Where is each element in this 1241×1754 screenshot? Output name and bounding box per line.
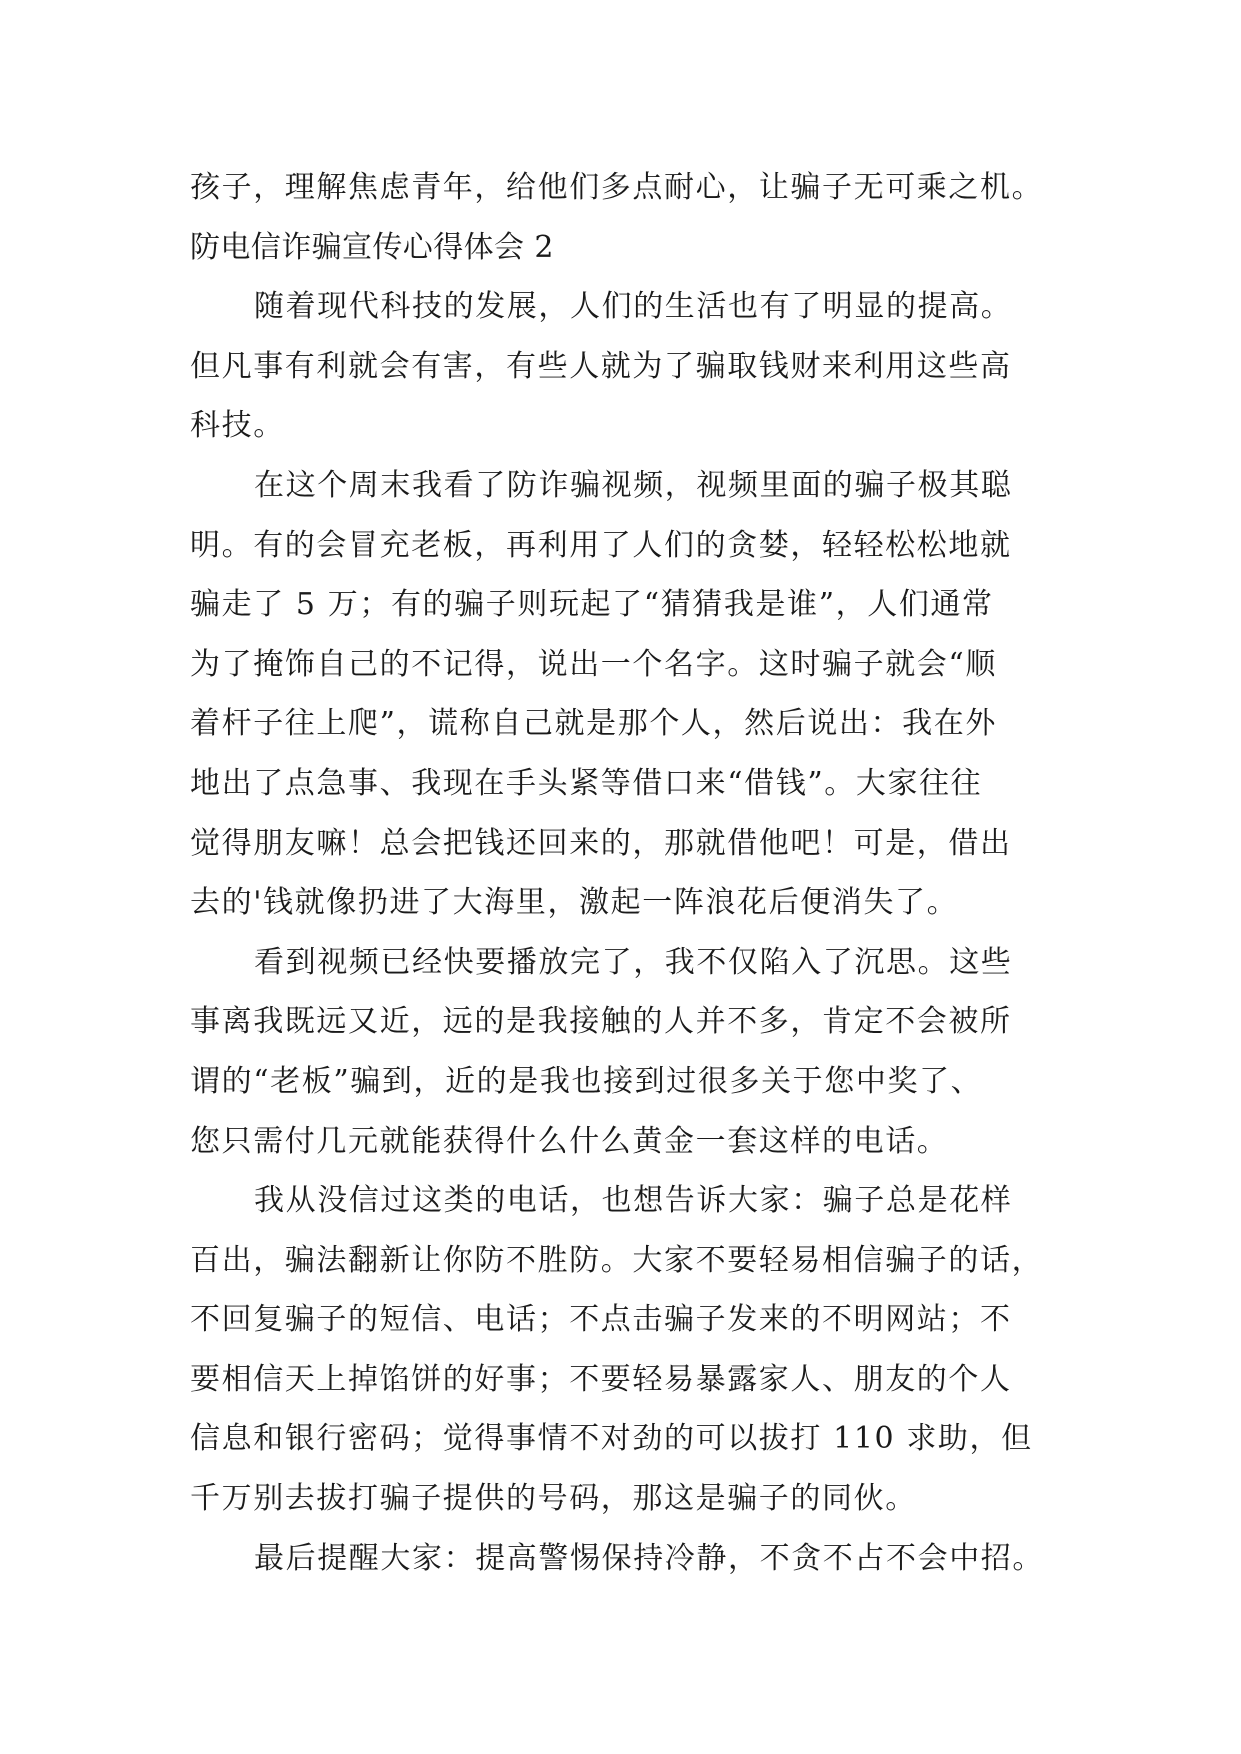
text-line: 骗走了 5 万；有的骗子则玩起了“猜猜我是谁”，人们通常 (190, 587, 994, 623)
text-line: 科技。 (190, 408, 285, 444)
text-line: 要相信天上掉馅饼的好事；不要轻易暴露家人、朋友的个人 (190, 1361, 1012, 1397)
text-line: 您只需付几元就能获得什么什么黄金一套这样的电话。 (190, 1123, 949, 1159)
text-line: 着杆子往上爬”，谎称自己就是那个人，然后说出：我在外 (190, 706, 997, 742)
paragraph-first-line: 在这个周末我看了防诈骗视频，视频里面的骗子极其聪 (254, 467, 1013, 503)
text-line: 不回复骗子的短信、电话；不点击骗子发来的不明网站；不 (190, 1302, 1012, 1338)
text-line: 觉得朋友嘛！总会把钱还回来的，那就借他吧！可是，借出 (190, 825, 1012, 861)
text-line: 千万别去拔打骗子提供的号码，那这是骗子的同伙。 (190, 1481, 917, 1517)
paragraph-first-line: 我从没信过这类的电话，也想告诉大家：骗子总是花样 (254, 1183, 1013, 1219)
paragraph-first-line: 最后提醒大家：提高警惕保持冷静，不贪不占不会中招。 (254, 1540, 1044, 1576)
text-line: 百出，骗法翻新让你防不胜防。大家不要轻易相信骗子的话， (190, 1242, 1044, 1278)
paragraph-first-line: 随着现代科技的发展，人们的生活也有了明显的提高。 (254, 289, 1013, 325)
text-line: 地出了点急事、我现在手头紧等借口来“借钱”。大家往往 (190, 765, 983, 801)
document-body (190, 158, 1070, 1588)
text-line: 信息和银行密码；觉得事情不对劲的可以拔打 110 求助，但 (190, 1421, 1033, 1457)
text-line: 去的'钱就像扔进了大海里，激起一阵浪花后便消失了。 (190, 885, 959, 921)
paragraph-first-line: 看到视频已经快要播放完了，我不仅陷入了沉思。这些 (254, 944, 1013, 980)
section-title: 防电信诈骗宣传心得体会 2 (190, 229, 554, 265)
text-line: 事离我既远又近，远的是我接触的人并不多，肯定不会被所 (190, 1004, 1012, 1040)
text-line: 但凡事有利就会有害，有些人就为了骗取钱财来利用这些高 (190, 348, 1012, 384)
text-line: 明。有的会冒充老板，再利用了人们的贪婪，轻轻松松地就 (190, 527, 1012, 563)
text-line: 孩子，理解焦虑青年，给他们多点耐心，让骗子无可乘之机。 (190, 170, 1044, 205)
text-line: 为了掩饰自己的不记得，说出一个名字。这时骗子就会“顺 (190, 646, 997, 682)
text-line: 谓的“老板”骗到，近的是我也接到过很多关于您中奖了、 (190, 1063, 983, 1099)
